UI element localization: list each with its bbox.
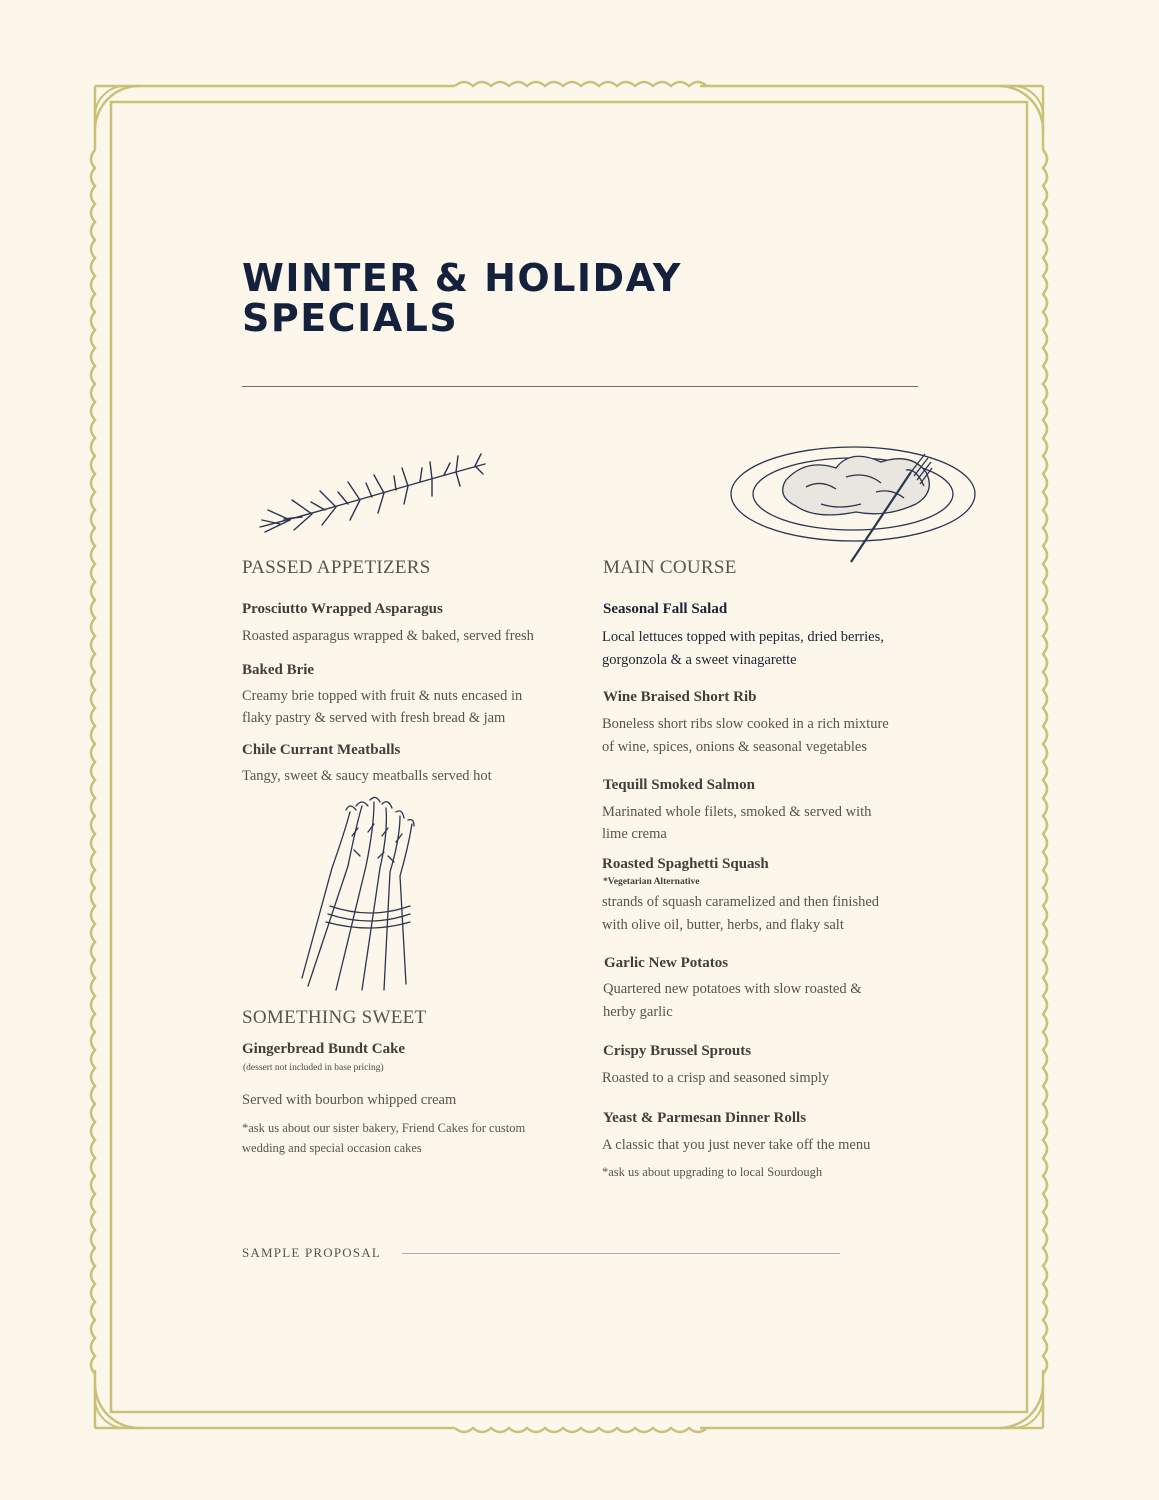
pricing-note: (dessert not included in base pricing) bbox=[243, 1063, 384, 1073]
menu-item-description: Tangy, sweet & saucy meatballs served hot bbox=[242, 768, 492, 784]
menu-item-description: Roasted asparagus wrapped & baked, served fresh bbox=[242, 628, 534, 644]
menu-item-description: flaky pastry & served with fresh bread & jam bbox=[242, 710, 506, 726]
menu-item-description: with olive oil, butter, herbs, and flaky salt bbox=[602, 917, 844, 933]
footer-label: SAMPLE PROPOSAL bbox=[242, 1245, 382, 1260]
menu-item-name: Crispy Brussel Sprouts bbox=[603, 1043, 752, 1059]
menu-item-name: Prosciutto Wrapped Asparagus bbox=[242, 601, 443, 617]
menu-item-description: gorgonzola & a sweet vinagarette bbox=[602, 652, 797, 668]
menu-item-name: Roasted Spaghetti Squash bbox=[602, 856, 769, 872]
vegetarian-tag: *Vegetarian Alternative bbox=[603, 877, 700, 887]
menu-item-name: Tequill Smoked Salmon bbox=[603, 777, 755, 793]
sourdough-note: *ask us about upgrading to local Sourdough bbox=[602, 1165, 823, 1179]
menu-item-description: Roasted to a crisp and seasoned simply bbox=[602, 1070, 830, 1086]
menu-item-name: Baked Brie bbox=[242, 662, 315, 678]
menu-item-name: Garlic New Potatos bbox=[604, 955, 729, 971]
section-heading-passed-appetizers: PASSED APPETIZERS bbox=[242, 557, 431, 578]
rosemary-sprig-illustration bbox=[250, 442, 495, 542]
ravioli-plate-illustration bbox=[726, 432, 986, 572]
menu-item-name: Wine Braised Short Rib bbox=[603, 689, 757, 705]
menu-item-description: strands of squash caramelized and then finished bbox=[602, 894, 880, 910]
menu-item-name: Chile Currant Meatballs bbox=[242, 742, 401, 758]
page-title bbox=[242, 258, 682, 338]
menu-item-name: Gingerbread Bundt Cake bbox=[242, 1041, 406, 1057]
menu-item-name: Yeast & Parmesan Dinner Rolls bbox=[603, 1110, 807, 1126]
bakery-note: *ask us about our sister bakery, Friend Cakes for custom bbox=[242, 1121, 526, 1135]
bakery-note: wedding and special occasion cakes bbox=[242, 1141, 422, 1155]
menu-item-description: Creamy brie topped with fruit & nuts encased in bbox=[242, 688, 523, 704]
menu-item-description: Quartered new potatoes with slow roasted & bbox=[603, 981, 862, 997]
menu-item-description: lime crema bbox=[602, 826, 667, 842]
menu-item-description: A classic that you just never take off the menu bbox=[602, 1137, 871, 1153]
title-line-2: SPECIALS bbox=[242, 296, 459, 340]
menu-item-description: Served with bourbon whipped cream bbox=[242, 1092, 457, 1108]
menu-item-name: Seasonal Fall Salad bbox=[603, 601, 728, 617]
menu-item-description: Local lettuces topped with pepitas, dried berries, bbox=[602, 629, 884, 645]
menu-item-description: herby garlic bbox=[603, 1004, 673, 1020]
section-heading-main-course: MAIN COURSE bbox=[603, 557, 737, 578]
footer-divider bbox=[402, 1253, 840, 1254]
menu-item-description: Marinated whole filets, smoked & served with bbox=[602, 804, 872, 820]
menu-item-description: of wine, spices, onions & seasonal vegetables bbox=[602, 739, 867, 755]
title-divider bbox=[242, 386, 918, 387]
menu-item-description: Boneless short ribs slow cooked in a rich mixture bbox=[602, 716, 889, 732]
asparagus-bundle-illustration bbox=[290, 796, 430, 996]
title-line-1: WINTER & HOLIDAY bbox=[242, 256, 682, 300]
section-heading-something-sweet: SOMETHING SWEET bbox=[242, 1007, 427, 1028]
